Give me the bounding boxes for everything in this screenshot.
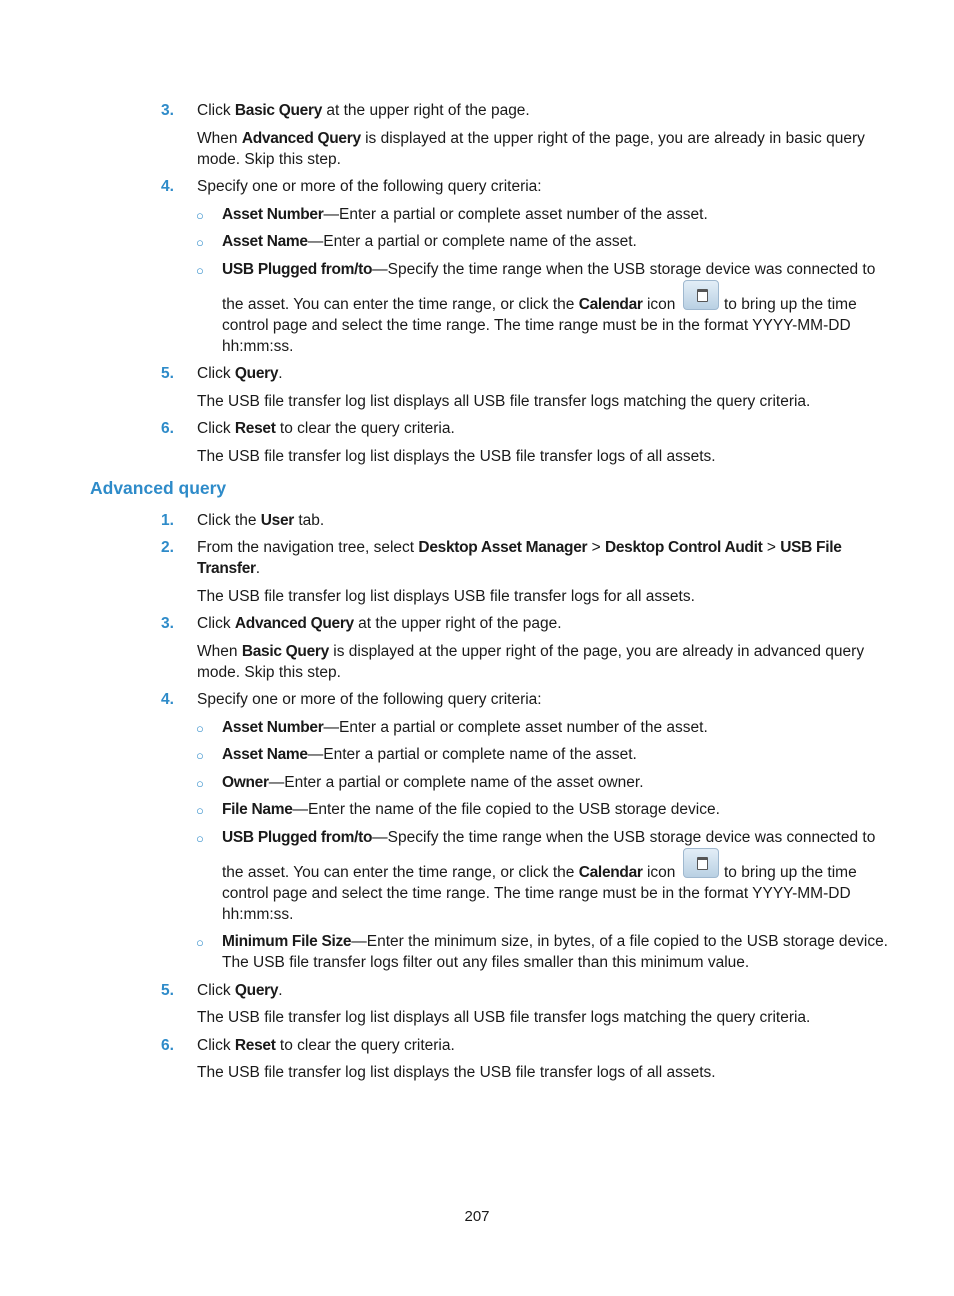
step-note: The USB file transfer log list displays the USB file transfer logs of all assets. [197,448,716,465]
criteria-item: Asset Name—Enter a partial or complete name of the asset. [222,233,637,250]
step-text: Click Reset to clear the query criteria. [197,1037,455,1054]
step-note: When Basic Query is displayed at the upper right of the page, you are already in advanced query [197,643,865,660]
criteria-item: Asset Number—Enter a partial or complete asset number of the asset. [222,719,708,736]
criteria-item-cont: control page and select the time range. The time range must be in the format YYYY-MM-DD [222,885,851,902]
step-note: When Advanced Query is displayed at the upper right of the page, you are already in basic query [197,130,865,147]
step-text: Click Query. [197,982,283,999]
step-note: The USB file transfer log list displays USB file transfer logs for all assets. [197,588,695,605]
bullet-icon: ○ [196,721,204,736]
step-text: Click Advanced Query at the upper right of the page. [197,615,562,632]
step-text: From the navigation tree, select Desktop Asset Manager > Desktop Control Audit > USB File [197,539,842,556]
page-number: 207 [464,1208,490,1225]
step-note: mode. Skip this step. [197,151,341,168]
step-text: Click Query. [197,365,283,382]
bullet-icon: ○ [196,208,204,223]
step-note: The USB file transfer log list displays the USB file transfer logs of all assets. [197,1064,716,1081]
step-number: 3. [161,102,174,119]
step-text: Click Reset to clear the query criteria. [197,420,455,437]
criteria-item-cont: control page and select the time range. The time range must be in the format YYYY-MM-DD [222,317,851,334]
criteria-item-cont: to bring up the time [724,864,857,881]
step-number: 6. [161,1037,174,1054]
criteria-item: USB Plugged from/to—Specify the time range when the USB storage device was connected to [222,261,876,278]
step-number: 1. [161,512,174,529]
bullet-icon: ○ [196,831,204,846]
criteria-item: Minimum File Size—Enter the minimum size, in bytes, of a file copied to the USB storage device. [222,933,888,950]
criteria-item: Owner—Enter a partial or complete name of the asset owner. [222,774,644,791]
bullet-icon: ○ [196,263,204,278]
step-note: The USB file transfer log list displays all USB file transfer logs matching the query criteria. [197,1009,811,1026]
criteria-item-cont: the asset. You can enter the time range, or click the Calendar icon [222,864,676,881]
step-text: Click Basic Query at the upper right of the page. [197,102,530,119]
calendar-icon [683,848,719,878]
step-text: Click the User tab. [197,512,325,529]
bullet-icon: ○ [196,935,204,950]
step-note: The USB file transfer log list displays all USB file transfer logs matching the query criteria. [197,393,811,410]
criteria-item-cont: hh:mm:ss. [222,338,294,355]
criteria-item: Asset Number—Enter a partial or complete asset number of the asset. [222,206,708,223]
criteria-item: Asset Name—Enter a partial or complete name of the asset. [222,746,637,763]
criteria-item: File Name—Enter the name of the file copied to the USB storage device. [222,801,720,818]
section-heading: Advanced query [90,478,227,498]
criteria-item-cont: to bring up the time [724,296,857,313]
step-text: Specify one or more of the following query criteria: [197,178,542,195]
step-number: 5. [161,365,174,382]
step-text: Specify one or more of the following query criteria: [197,691,542,708]
step-note: mode. Skip this step. [197,664,341,681]
step-number: 6. [161,420,174,437]
bullet-icon: ○ [196,776,204,791]
criteria-item-cont: hh:mm:ss. [222,906,294,923]
step-number: 4. [161,178,174,195]
criteria-item-cont: the asset. You can enter the time range, or click the Calendar icon [222,296,676,313]
step-text-cont: Transfer. [197,560,261,577]
step-number: 5. [161,982,174,999]
step-number: 4. [161,691,174,708]
criteria-item: USB Plugged from/to—Specify the time range when the USB storage device was connected to [222,829,876,846]
bullet-icon: ○ [196,748,204,763]
bullet-icon: ○ [196,235,204,250]
calendar-icon [683,280,719,310]
bullet-icon: ○ [196,803,204,818]
step-number: 3. [161,615,174,632]
criteria-item-cont: The USB file transfer logs filter out any files smaller than this minimum value. [222,954,750,971]
step-number: 2. [161,539,174,556]
